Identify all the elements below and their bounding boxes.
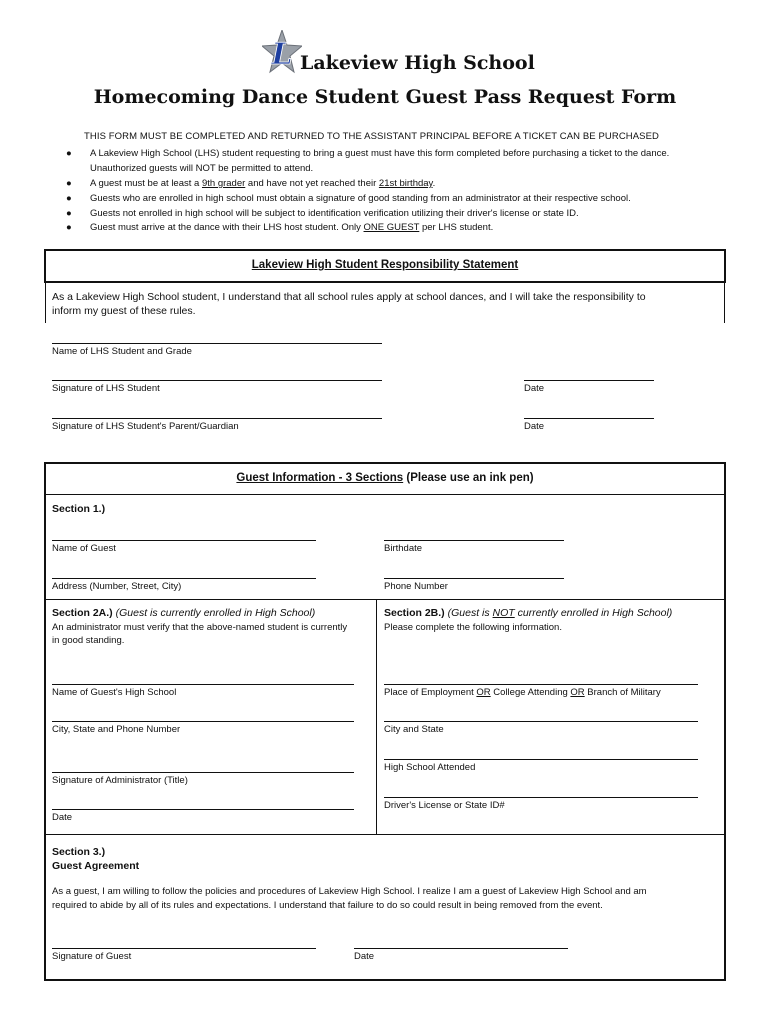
phone-line[interactable] bbox=[384, 578, 564, 579]
employment-label-mid: College Attending bbox=[490, 687, 571, 698]
bullet-2-post: . bbox=[432, 178, 436, 189]
bullet-4-text: Guests not enrolled in high school will be subject to identification verification utilizing their driver's license or state ID. bbox=[90, 208, 579, 219]
logo-letter: L bbox=[271, 37, 293, 72]
student-date-label: Date bbox=[524, 383, 545, 394]
address-label: Address (Number, Street, City) bbox=[52, 581, 182, 592]
admin-date-label: Date bbox=[52, 812, 73, 823]
responsibility-statement bbox=[52, 290, 720, 318]
hs-attended-line[interactable] bbox=[384, 759, 698, 760]
bullet-3-text: Guests who are enrolled in high school must obtain a signature of good standing from an administrator at their respective school. bbox=[90, 193, 631, 204]
section-2a-desc-line-1: An administrator must verify that the above-named student is currently bbox=[52, 622, 348, 633]
guest-signature-label: Signature of Guest bbox=[52, 951, 132, 962]
city-state-line[interactable] bbox=[384, 721, 698, 722]
admin-signature-label: Signature of Administrator (Title) bbox=[52, 775, 188, 786]
responsibility-statement-line-2: inform my guest of these rules. bbox=[52, 305, 196, 317]
bullet-icon: ● bbox=[66, 178, 72, 189]
section-2b-desc: Please complete the following information. bbox=[384, 622, 562, 633]
section-2a-desc-line-2: in good standing. bbox=[52, 635, 125, 646]
section-2-divider bbox=[45, 834, 725, 835]
guest-hs-name-line[interactable] bbox=[52, 684, 354, 685]
bullet-icon: ● bbox=[66, 208, 72, 219]
bullet-5-pre: Guest must arrive at the dance with their LHS host student. Only bbox=[90, 222, 364, 233]
employment-label bbox=[384, 687, 661, 698]
address-line[interactable] bbox=[52, 578, 316, 579]
guest-title-divider bbox=[45, 494, 725, 495]
parent-signature-label: Signature of LHS Student's Parent/Guardian bbox=[52, 421, 239, 432]
section-2-column-divider bbox=[376, 599, 377, 834]
license-line[interactable] bbox=[384, 797, 698, 798]
responsibility-title: Lakeview High Student Responsibility Statement bbox=[251, 259, 519, 271]
form-title: Homecoming Dance Student Guest Pass Request Form bbox=[93, 86, 677, 108]
student-name-label: Name of LHS Student and Grade bbox=[52, 346, 192, 357]
employment-label-post: Branch of Military bbox=[584, 687, 661, 698]
student-signature-line[interactable] bbox=[52, 380, 382, 381]
bullet-icon: ● bbox=[66, 148, 72, 159]
hs-city-state-label: City, State and Phone Number bbox=[52, 724, 181, 735]
guest-info-title bbox=[44, 472, 726, 484]
bullet-icon: ● bbox=[66, 222, 72, 233]
responsibility-right-border bbox=[724, 283, 725, 323]
school-name: Lakeview High School bbox=[300, 52, 535, 74]
admin-date-line[interactable] bbox=[52, 809, 354, 810]
bullet-1-line-2: Unauthorized guests will NOT be permitted to attend. bbox=[90, 163, 314, 174]
guest-name-line[interactable] bbox=[52, 540, 316, 541]
employment-or-1: OR bbox=[476, 687, 491, 698]
agreement-line-1: As a guest, I am willing to follow the policies and procedures of Lakeview High School. I realize I am a guest of Lakeview High School and am bbox=[52, 886, 647, 897]
section-3-heading: Section 3.) bbox=[52, 846, 106, 858]
guest-hs-name-label: Name of Guest's High School bbox=[52, 687, 177, 698]
section-2b-title: Section 2B.) bbox=[384, 607, 445, 619]
guest-info-title-main: Guest Information - 3 Sections bbox=[236, 472, 404, 484]
intro-notice: THIS FORM MUST BE COMPLETED AND RETURNED TO THE ASSISTANT PRINCIPAL BEFORE A TICKET CAN BE PURCHASED bbox=[84, 131, 660, 142]
guest-signature-line[interactable] bbox=[52, 948, 316, 949]
hs-city-state-line[interactable] bbox=[52, 721, 354, 722]
parent-date-label: Date bbox=[524, 421, 545, 432]
bullet-5-one-guest: ONE GUEST bbox=[363, 222, 420, 233]
section-2b-note-not: NOT bbox=[492, 607, 515, 619]
section-2b-note-post: currently enrolled in High School) bbox=[514, 607, 673, 619]
bullet-2-mid: and have not yet reached their bbox=[245, 178, 379, 189]
license-label: Driver's License or State ID# bbox=[384, 800, 505, 811]
birthdate-label: Birthdate bbox=[384, 543, 423, 554]
phone-label: Phone Number bbox=[384, 581, 448, 592]
section-2a-note: (Guest is currently enrolled in High School) bbox=[115, 607, 316, 619]
student-name-line[interactable] bbox=[52, 343, 382, 344]
bullet-5-post: per LHS student. bbox=[419, 222, 494, 233]
student-signature-label: Signature of LHS Student bbox=[52, 383, 160, 394]
city-state-label: City and State bbox=[384, 724, 444, 735]
birthdate-line[interactable] bbox=[384, 540, 564, 541]
parent-signature-line[interactable] bbox=[52, 418, 382, 419]
employment-label-pre: Place of Employment bbox=[384, 687, 477, 698]
section-2a-heading bbox=[52, 607, 315, 619]
section-3-subheading: Guest Agreement bbox=[52, 860, 140, 872]
employment-line[interactable] bbox=[384, 684, 698, 685]
bullet-icon: ● bbox=[66, 193, 72, 204]
employment-or-2: OR bbox=[570, 687, 585, 698]
hs-attended-label: High School Attended bbox=[384, 762, 476, 773]
section-1-divider bbox=[45, 599, 725, 600]
responsibility-left-border bbox=[45, 283, 46, 323]
responsibility-statement-line-1: As a Lakeview High School student, I understand that all school rules apply at school dances, and I will take the responsibility to bbox=[52, 291, 646, 303]
section-2a-title: Section 2A.) bbox=[52, 607, 113, 619]
bullet-2-grade: 9th grader bbox=[201, 178, 246, 189]
bullet-2-birthday: 21st birthday bbox=[378, 178, 433, 189]
parent-date-line[interactable] bbox=[524, 418, 654, 419]
guest-date-label: Date bbox=[354, 951, 375, 962]
agreement-line-2: required to abide by all of its rules and expectations. I understand that failure to do so could result in being removed from the event. bbox=[52, 900, 603, 911]
school-logo bbox=[262, 30, 302, 74]
section-2b-heading bbox=[384, 607, 672, 619]
section-2b-note-pre: (Guest is bbox=[447, 607, 493, 619]
section-1-heading: Section 1.) bbox=[52, 503, 106, 515]
guest-name-label: Name of Guest bbox=[52, 543, 116, 554]
admin-signature-line[interactable] bbox=[52, 772, 354, 773]
guest-info-title-note: (Please use an ink pen) bbox=[403, 472, 534, 484]
guest-date-line[interactable] bbox=[354, 948, 568, 949]
student-date-line[interactable] bbox=[524, 380, 654, 381]
bullet-1-line-1: A Lakeview High School (LHS) student requesting to bring a guest must have this form completed before purchasing a ticket to the dance. bbox=[90, 148, 670, 159]
bullet-2-pre: A guest must be at least a bbox=[90, 178, 202, 189]
